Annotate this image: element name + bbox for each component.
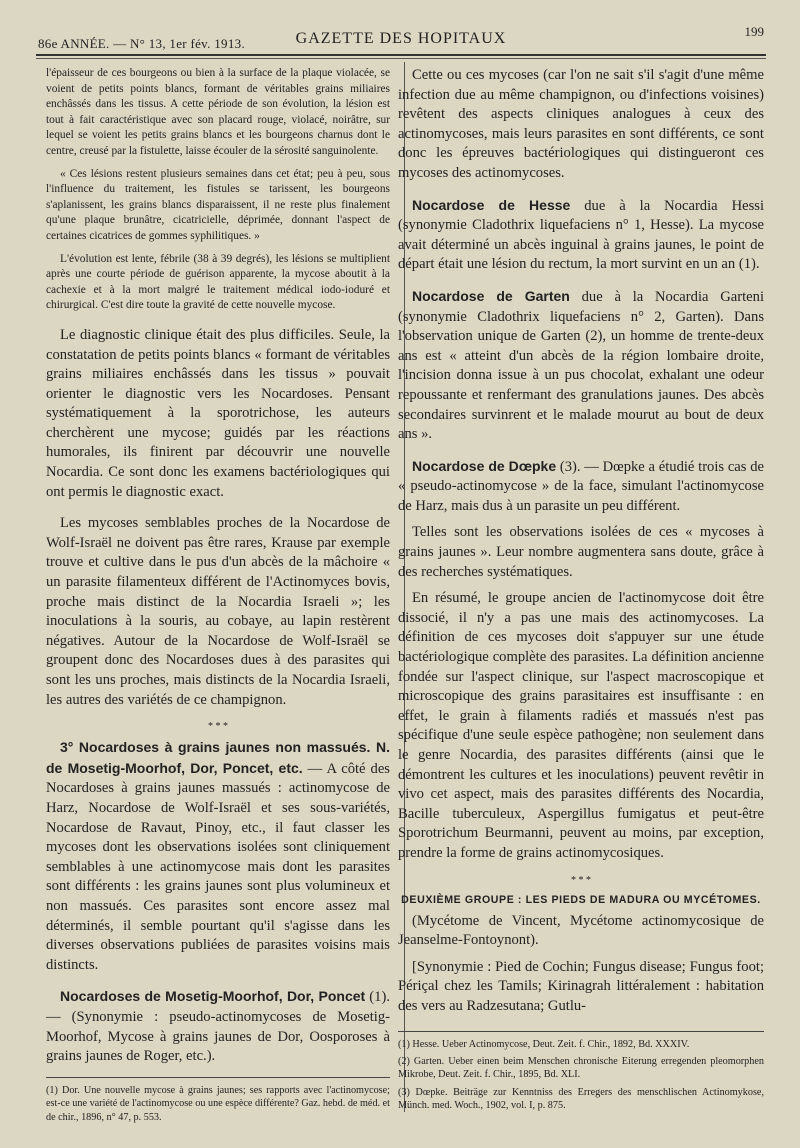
left-paragraph-5: Les mycoses semblables proches de la Nocardose de Wolf-Israël ne doivent pas être rares, Krause par exemple trouve et cultive dans le pus d'un abcès de la mâchoire « un parasite filamenteux différent de l'Actinomyces bovis, proche mais distinct de la Nocardia Israeli »; les inoculations à la souris, au cobaye, au lapin restèrent négatives. Autour de la Nocardose de Wolf-Israël se groupent donc des Nocardoses dues à des parasites qui sont les uns proches, mais distincts de la Nocardia Israeli, les autres des variétés de ce champignon. — [46, 515, 390, 708]
section-heading-doepke: Nocardose de Dœpke — [412, 457, 557, 474]
section-stars-right: * * * — [571, 874, 591, 886]
left-paragraph-2: « Ces lésions restent plusieurs semaines dans cet état; peu à peu, sous l'influence du traitement, les fistules se tarissent, les bourgeons s'aplanissent, les grains blancs disparaissent, il ne reste plus finalement qu'une plaque brunâtre, cicatricielle, déprimée, donnant l'aspect de certaines cicatrices de gommes syphilitiques. » — [46, 167, 390, 242]
right-column — [398, 66, 764, 1111]
section-heading-mosetig-moorhof: Nocardoses de Mosetig-Moorhof, Dor, Poncet — [60, 988, 366, 1005]
right-paragraph-2 — [398, 196, 764, 275]
left-paragraph-6 — [46, 738, 390, 975]
section-heading-nocardoses-grains-jaunes: 3° Nocardoses à grains jaunes non massués. N. de Mosetig-Moorhof, Dor, Poncet, etc. — [46, 739, 390, 776]
header-rule — [36, 54, 766, 56]
footnote-doepke: (3) Dœpke. Beiträge zur Kenntniss des Erregers des menschlischen Actinomykose, Münch. med. Woch., 1902, vol. I, p. 875. — [398, 1086, 764, 1112]
group-title: DEUXIÈME GROUPE : LES PIEDS DE MADURA OU MYCÉTOMES. — [401, 893, 761, 906]
footnote-dor: (1) Dor. Une nouvelle mycose à grains jaunes; ses rapports avec l'actinomycose; est-ce une variété de l'actinomycose ou une espèce différente? Gaz. hebd. de méd. et de chir., 1896, n° 47, p. 553. — [46, 1084, 390, 1123]
left-paragraph-1: l'épaisseur de ces bourgeons ou bien à la surface de la plaque violacée, se voient de petits points blancs, formant de véritables grains miliaires enchâssés dans les tissus. A cette période de son évolution, la lésion est tout à fait caractéristique avec son placard rouge, violacé, noirâtre, sur lequel se voient les petits grains blancs et les bourgeons charnus dont le centre, creusé par la fistulette, laisse écouler de la sérosité sanguinolente. — [46, 67, 390, 157]
footnote-garten: (2) Garten. Ueber einen beim Menschen chronische Eiterung erregenden pleomorphen Mikrobe, Deut. Zeit. f. Chir., 1895, Bd. XLI. — [398, 1055, 764, 1081]
right-paragraph-3 — [398, 287, 764, 445]
section-stars: * * * — [208, 721, 228, 733]
right-paragraph-3-text: due à la Nocardia Garteni (synonymie Cladothrix liquefaciens n° 2, Garten). Dans l'observation unique de Garten (2), un homme de trente-deux ans est « atteint d'un abcès de la région lombaire droite, l'incision donna issue à un pus chocolat, exhalant une odeur repoussante et renfermant des granulations jaunes. Des abcès secondaires survinrent et le malade mourut au bout de deux ans ». — [398, 288, 764, 443]
page-header — [38, 22, 764, 54]
issue-info: 86e ANNÉE. — N° 13, 1er fév. 1913. — [38, 36, 245, 51]
right-paragraph-4 — [398, 457, 764, 517]
right-paragraph-8: [Synonymie : Pied de Cochin; Fungus disease; Fungus foot; Périçal chez les Tamils; Kirinagrah littéralement : habitation des vers au Radzesutana; Gutlu- — [398, 958, 764, 1014]
footnote-hesse: (1) Hesse. Ueber Actinomycose, Deut. Zeit. f. Chir., 1892, Bd. XXXIV. — [398, 1038, 690, 1050]
right-paragraph-4-text: (3). — Dœpke a étudié trois cas de « pseudo-actinomycose » de la face, simulant l'actinomycose de Harz, mais dus à un parasite un peu différent. — [398, 458, 764, 514]
right-paragraph-5: Telles sont les observations isolées de ces « mycoses à grains jaunes ». Leur nombre augmentera sans doute, grâce à des recherches systématiques. — [398, 524, 764, 580]
page-number: 199 — [744, 24, 764, 39]
left-paragraph-7 — [46, 987, 390, 1066]
left-paragraph-7-text: (1). — (Synonymie : pseudo-actinomycoses de Mosetig-Moorhof, Mycose à grains jaunes de Dor, Oosporoses à grains jaunes de Roger, etc.). — [46, 989, 390, 1065]
section-heading-hesse: Nocardose de Hesse — [412, 196, 571, 213]
footnote-rule — [46, 1077, 390, 1078]
right-paragraph-7: (Mycétome de Vincent, Mycétome actinomycosique de Jeanselme-Fontoynont). — [398, 912, 764, 949]
right-paragraph-2-text: due à la Nocardia Hessi (synonymie Cladothrix liquefaciens n° 1, Hesse). La mycose avait déterminé un abcès inguinal à grains jaunes, le point de départ était une lésion du rectum, la mort survint en un an (1). — [398, 197, 764, 273]
left-paragraph-4: Le diagnostic clinique était des plus difficiles. Seule, la constatation de petits points blancs « formant de véritables grains miliaires enchâssés dans les tissus » pouvait orienter le diagnostic vers les Nocardoses. Pensant systématiquement à la sporotrichose, les auteurs cherchèrent une mycose; guidés par les réactions humorales, ils finirent par découvrir une nouvelle Nocardia. Ce sont donc les examens bactériologiques qui ont permis le diagnostic exact. — [46, 326, 390, 500]
right-paragraph-1: Cette ou ces mycoses (car l'on ne sait s'il s'agit d'une même infection due au même champignon, ou d'infections voisines) revêtent des aspects cliniques analogues à ceux des actinomycoses, mais leurs parasites en sont différents, ce sont donc les épreuves bactériologiques qui distingueront ces mycoses des actinomycoses. — [398, 67, 764, 181]
left-column — [46, 66, 390, 1123]
left-paragraph-3: L'évolution est lente, fébrile (38 à 39 degrés), les lésions se multiplient après une courte période de guérison apparente, la mycose aboutit à la cachexie et à la mort malgré le traitement médical iodo-ioduré et chirurgical. C'est dire toute la gravité de cette nouvelle mycose. — [46, 252, 390, 312]
footnote-rule-right — [398, 1031, 764, 1032]
header-rule-thin — [36, 58, 766, 59]
right-paragraph-6: En résumé, le groupe ancien de l'actinomycose doit être dissocié, il n'y a pas une mais des actinomycoses. La définition de ces mycoses doit s'appuyer sur une étude bactériologique complète des parasites. La définition ancienne fondée sur l'aspect clinique, sur l'aspect macroscopique et microscopique des grains parasitaires est insuffisante : en effet, le grain à filaments radiés et massués n'est pas spécifique d'une seule espèce pathogène; non seulement dans le genre Nocardia, des parasites différents (ainsi que le démontrent les cultures et les inoculations) peuvent revêtir in vivo cet aspect, mais des parasites différents des Nocardia, Bacille tuberculeux, Aspergillus fumigatus et peut-être Sporotrichum Beurmanni, peuvent au moins, par exception, prendre la forme de grains actinomycosiques. — [398, 590, 764, 861]
left-paragraph-6-text: — A côté des Nocardoses à grains jaunes massués : actinomycose de Harz, Nocardose de Wolf-Israël et ses sous-variétés, Nocardose de Ravaut, Pinoy, etc., il faut classer les mycoses dont les observations isolées sont cliniquement semblables à une actinomycose mais dont les parasites sont différents : les grains jaunes sont plus volumineux et non massués. Ces parasites sont encore assez mal déterminés, il semble pourtant qu'il s'agisse dans les diverses observations publiées de parasites voisins mais distincts. — [46, 760, 390, 973]
section-heading-garten: Nocardose de Garten — [412, 287, 570, 304]
journal-title: GAZETTE DES HOPITAUX — [295, 30, 507, 47]
